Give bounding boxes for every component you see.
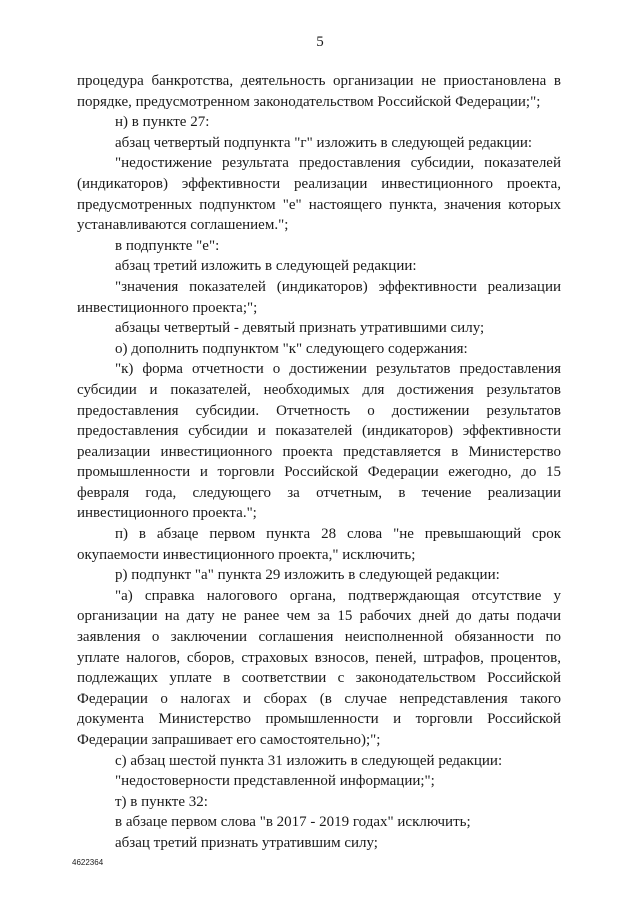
paragraph: "к) форма отчетности о достижении результатов предоставления субсидии и показателей, необходимых для достижения результатов предоставления субсидии. Отчетность о достижении результатов предоставления субсидии и показателей (индикаторов) эффективности реализации инвестиционного проекта представляется в Министерство промышленности и торговли Российской Федерации ежегодно, до 15 февраля года, следующего за отчетным, в течение реализации инвестиционного проекта."; <box>77 361 561 522</box>
paragraph: абзац третий изложить в следующей редакции: <box>115 258 417 275</box>
paragraph: "недостижение результата предоставления субсидии, показателей (индикаторов) эффективности реализации инвестиционного проекта, предусмотренных подпунктом "е" настоящего пункта, значения которых устанавливаются соглашением."; <box>77 155 561 234</box>
paragraph: в абзаце первом слова "в 2017 - 2019 годах" исключить; <box>115 814 471 831</box>
paragraph: "а) справка налогового органа, подтверждающая отсутствие у организации на дату не ранее чем за 15 рабочих дней до даты подачи заявления о заключении соглашения неисполненной обязанности по уплате налогов, сборов, страховых взносов, пеней, штрафов, процентов, подлежащих уплате в соответствии с законодательством Российской Федерации о налогах и сборах (в случае непредставления такого документа Министерство промышленности и торговли Российской Федерации запрашивает его самостоятельно);"; <box>77 587 561 748</box>
paragraph: абзац четвертый подпункта "г" изложить в следующей редакции: <box>115 134 533 151</box>
paragraph: о) дополнить подпунктом "к" следующего содержания: <box>115 340 468 357</box>
paragraph: р) подпункт "а" пункта 29 изложить в следующей редакции: <box>115 567 500 584</box>
paragraph: т) в пункте 32: <box>115 793 208 810</box>
paragraph: п) в абзаце первом пункта 28 слова "не превышающий срок окупаемости инвестиционного проекта," исключить; <box>77 526 561 563</box>
document-body <box>77 71 561 854</box>
paragraph: абзацы четвертый - девятый признать утратившими силу; <box>115 320 485 337</box>
paragraph: с) абзац шестой пункта 31 изложить в следующей редакции: <box>115 752 503 769</box>
document-id: 4622364 <box>72 858 104 867</box>
paragraph: "недостоверности представленной информации;"; <box>115 773 435 790</box>
paragraph: процедура банкротства, деятельность организации не приостановлена в порядке, предусмотренном законодательством Российской Федерации;"; <box>77 73 561 110</box>
page-number: 5 <box>316 34 324 50</box>
paragraph: в подпункте "е": <box>115 237 220 254</box>
paragraph: "значения показателей (индикаторов) эффективности реализации инвестиционного проекта;"; <box>77 278 561 316</box>
paragraph: абзац третий признать утратившим силу; <box>115 834 378 851</box>
paragraph: н) в пункте 27: <box>115 114 210 131</box>
